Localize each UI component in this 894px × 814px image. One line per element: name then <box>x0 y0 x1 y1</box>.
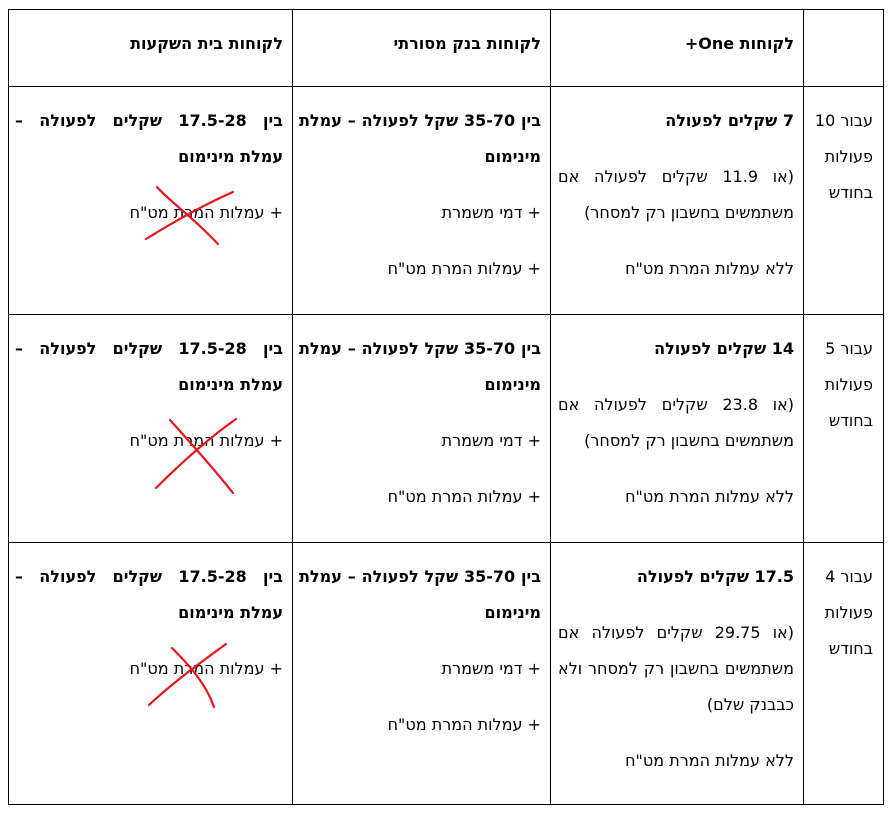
bank-pricing-cell <box>293 103 550 287</box>
header-invest-label: לקוחות בית השקעות <box>130 34 283 53</box>
bank-custody-fee: + דמי משמרת <box>441 203 541 222</box>
row-label-line: פעולות <box>824 603 873 622</box>
row-label-cell <box>804 559 883 667</box>
row-divider <box>8 542 884 543</box>
plus-price: 7 שקלים לפעולה <box>665 111 794 130</box>
invest-price: בין 17.5-28 שקלים לפעולה – עמלת מינימום <box>15 111 284 166</box>
header-plus-customers <box>551 26 803 62</box>
row-label-cell <box>804 331 883 439</box>
plus-alt-price: (או 29.75 שקלים לפעולה אם משתמשים בחשבון רק למסחר ולא כבבנק שלם) <box>558 623 794 714</box>
row-divider <box>8 86 884 87</box>
plus-fx-note: ללא עמלות המרת מט"ח <box>625 487 794 506</box>
bank-price: בין 35-70 שקל לפעולה – עמלת מינימום <box>299 339 541 394</box>
bank-pricing-cell <box>293 331 550 515</box>
invest-fx-fee: + עמלות המרת מט"ח <box>129 431 283 450</box>
pricing-comparison-table <box>8 9 884 805</box>
bank-fx-fee: + עמלות המרת מט"ח <box>387 715 541 734</box>
bank-custody-fee: + דמי משמרת <box>441 659 541 678</box>
row-label-line: בחודש <box>828 411 873 430</box>
bank-fx-fee: + עמלות המרת מט"ח <box>387 487 541 506</box>
plus-price: 14 שקלים לפעולה <box>654 339 794 358</box>
plus-price: 17.5 שקלים לפעולה <box>636 567 794 586</box>
row-label-line: בחודש <box>828 639 873 658</box>
invest-price: בין 17.5-28 שקלים לפעולה – עמלת מינימום <box>15 567 284 622</box>
table-border-bottom <box>8 804 884 805</box>
plus-pricing-cell <box>551 559 803 779</box>
bank-fx-fee: + עמלות המרת מט"ח <box>387 259 541 278</box>
row-label-cell <box>804 103 883 211</box>
bank-price: בין 35-70 שקל לפעולה – עמלת מינימום <box>299 567 541 622</box>
row-label-line: עבור 5 <box>825 339 873 358</box>
table-border-right <box>883 9 884 805</box>
row-label-line: עבור 4 <box>825 567 873 586</box>
bank-price: בין 35-70 שקל לפעולה – עמלת מינימום <box>299 111 541 166</box>
plus-fx-note: ללא עמלות המרת מט"ח <box>625 259 794 278</box>
invest-pricing-cell <box>9 103 292 231</box>
plus-pricing-cell <box>551 331 803 515</box>
row-label-line: פעולות <box>824 375 873 394</box>
plus-alt-price: (או 11.9 שקלים לפעולה אם משתמשים בחשבון רק למסחר) <box>558 167 794 222</box>
table-border-top <box>8 9 884 10</box>
invest-pricing-cell <box>9 331 292 459</box>
header-bank-customers <box>293 26 550 62</box>
header-plus-label: לקוחות One+ <box>684 34 794 53</box>
row-label-line: עבור 10 <box>814 111 873 130</box>
plus-fx-note: ללא עמלות המרת מט"ח <box>625 751 794 770</box>
invest-fx-fee: + עמלות המרת מט"ח <box>129 203 283 222</box>
header-bank-label: לקוחות בנק מסורתי <box>393 34 541 53</box>
plus-pricing-cell <box>551 103 803 287</box>
plus-alt-price: (או 23.8 שקלים לפעולה אם משתמשים בחשבון רק למסחר) <box>558 395 794 450</box>
row-divider <box>8 314 884 315</box>
bank-pricing-cell <box>293 559 550 743</box>
invest-pricing-cell <box>9 559 292 687</box>
header-invest-customers <box>9 26 292 62</box>
row-label-line: בחודש <box>828 183 873 202</box>
invest-price: בין 17.5-28 שקלים לפעולה – עמלת מינימום <box>15 339 284 394</box>
bank-custody-fee: + דמי משמרת <box>441 431 541 450</box>
invest-fx-fee: + עמלות המרת מט"ח <box>129 659 283 678</box>
row-label-line: פעולות <box>824 147 873 166</box>
